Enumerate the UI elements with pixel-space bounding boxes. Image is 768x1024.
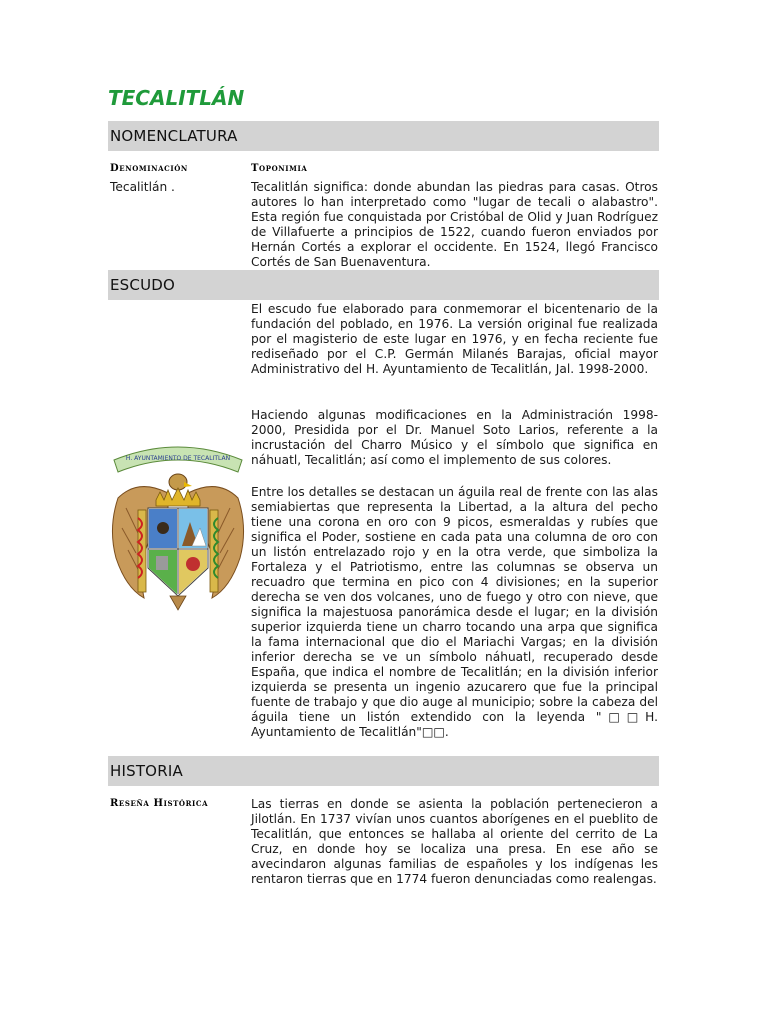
denominacion-label: Denominación xyxy=(110,163,188,174)
section-title-historia: HISTORIA xyxy=(110,762,183,780)
coat-of-arms-image xyxy=(108,438,248,616)
resena-historica-label: Reseña Histórica xyxy=(110,798,209,809)
ribbon-text: H. AYUNTAMIENTO DE TECALITLAN xyxy=(125,455,231,462)
section-title-escudo: ESCUDO xyxy=(110,276,176,294)
toponimia-text: Tecalitlán significa: donde abundan las piedras para casas. Otros autores lo han interpretado como "lugar de tecali o alabastro". Esta región fue conquistada por Cristóbal de Olid y Juan Rodríguez de Villafuerte a principios de 1522, cuando fueron enviados por Hernán Cortés a explorar el occidente. En 1524, llegó Francisco Cortés de San Buenaventura. xyxy=(251,180,658,269)
escudo-paragraph-2: Haciendo algunas modificaciones en la Administración 1998-2000, Presidida por el Dr. Manuel Soto Larios, referente a la incrustación del Charro Músico y el símbolo que significa en náhuatl, Tecalitlán; así como el implemento de sus colores. xyxy=(251,408,658,467)
escudo-paragraph-3: Entre los detalles se destacan un águila real de frente con las alas semiabiertas que representa la Libertad, a la altura del pecho tiene una corona en oro con 9 picos, esmeraldas y rubíes que significa el Poder, sostiene en cada pata una columna de oro con un listón entrelazado rojo y en la otra verde, que simboliza la Fortaleza y el Patriotismo, entre las columnas se observa un recuadro que termina en pico con 4 divisiones; en la superior derecha se ven dos volcanes, uno de fuego y otro con nieve, que significa la majestuosa panorámica desde el lugar; en la división superior izquierda tiene un charro tocando una arpa que significa la fama internacional que dio el Mariachi Vargas; en la división inferior derecha se ve un símbolo náhuatl, recuperado desde España, que indica el nombre de Tecalitlán; en la división inferior izquierda se presenta un ingenio azucarero que fue la principal fuente de trabajo y que dio auge al municipio; sobre la cabeza del águila tiene un listón extendido con la leyenda "□□H. Ayuntamiento de Tecalitlán"□□. xyxy=(251,485,658,739)
section-title-nomenclatura: NOMENCLATURA xyxy=(110,127,238,145)
page-title: TECALITLÁN xyxy=(108,86,245,110)
resena-historica-text: Las tierras en donde se asienta la población pertenecieron a Jilotlán. En 1737 vivían unos cuantos aborígenes en el pueblito de Tecalitlán, que entonces se hallaba al oriente del cerrito de La Cruz, en donde hoy se localiza una presa. En ese año se avecindaron algunas familias de españoles y los indígenas les rentaron tierras que en 1774 fueron denunciadas como realengas. xyxy=(251,797,658,886)
section-header-historia xyxy=(108,756,659,786)
toponimia-label: Toponimia xyxy=(251,163,308,174)
section-header-escudo xyxy=(108,270,659,300)
section-header-nomenclatura xyxy=(108,121,659,151)
escudo-paragraph-1: El escudo fue elaborado para conmemorar el bicentenario de la fundación del poblado, en 1976. La versión original fue realizada por el magisterio de este lugar en 1976, y en fecha reciente fue rediseñado por el C.P. Germán Milanés Barajas, oficial mayor Administrativo del H. Ayuntamiento de Tecalitlán, Jal. 1998-2000. xyxy=(251,302,658,376)
denominacion-value: Tecalitlán . xyxy=(110,180,175,194)
